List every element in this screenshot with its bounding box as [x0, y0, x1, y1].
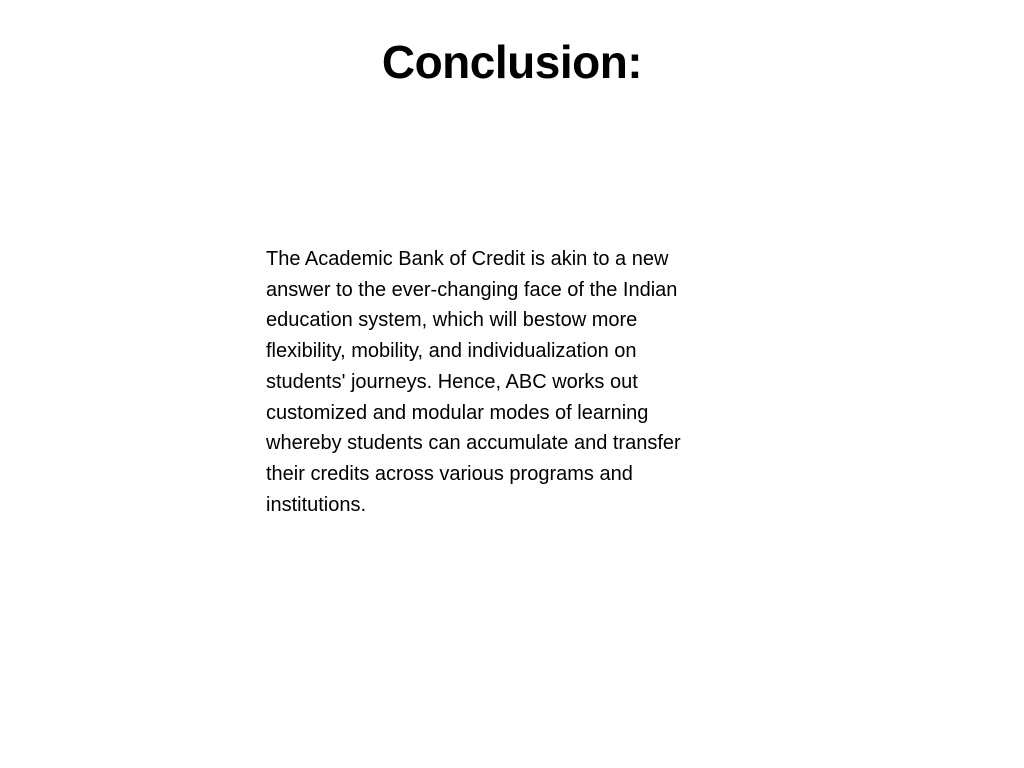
slide-title: Conclusion: — [381, 36, 643, 88]
body-line: students' journeys. Hence, ABC works out — [266, 370, 638, 393]
body-line: flexibility, mobility, and individualization on — [266, 340, 637, 363]
body-line: whereby students can accumulate and transfer — [266, 432, 681, 455]
body-line: institutions. — [266, 493, 367, 516]
body-line: answer to the ever-changing face of the Indian — [266, 278, 678, 301]
body-line: The Academic Bank of Credit is akin to a new — [266, 248, 669, 270]
body-line: education system, which will bestow more — [266, 309, 638, 332]
body-line: their credits across various programs and — [266, 462, 633, 485]
slide-body-text — [266, 244, 766, 520]
body-line: customized and modular modes of learning — [266, 401, 649, 424]
